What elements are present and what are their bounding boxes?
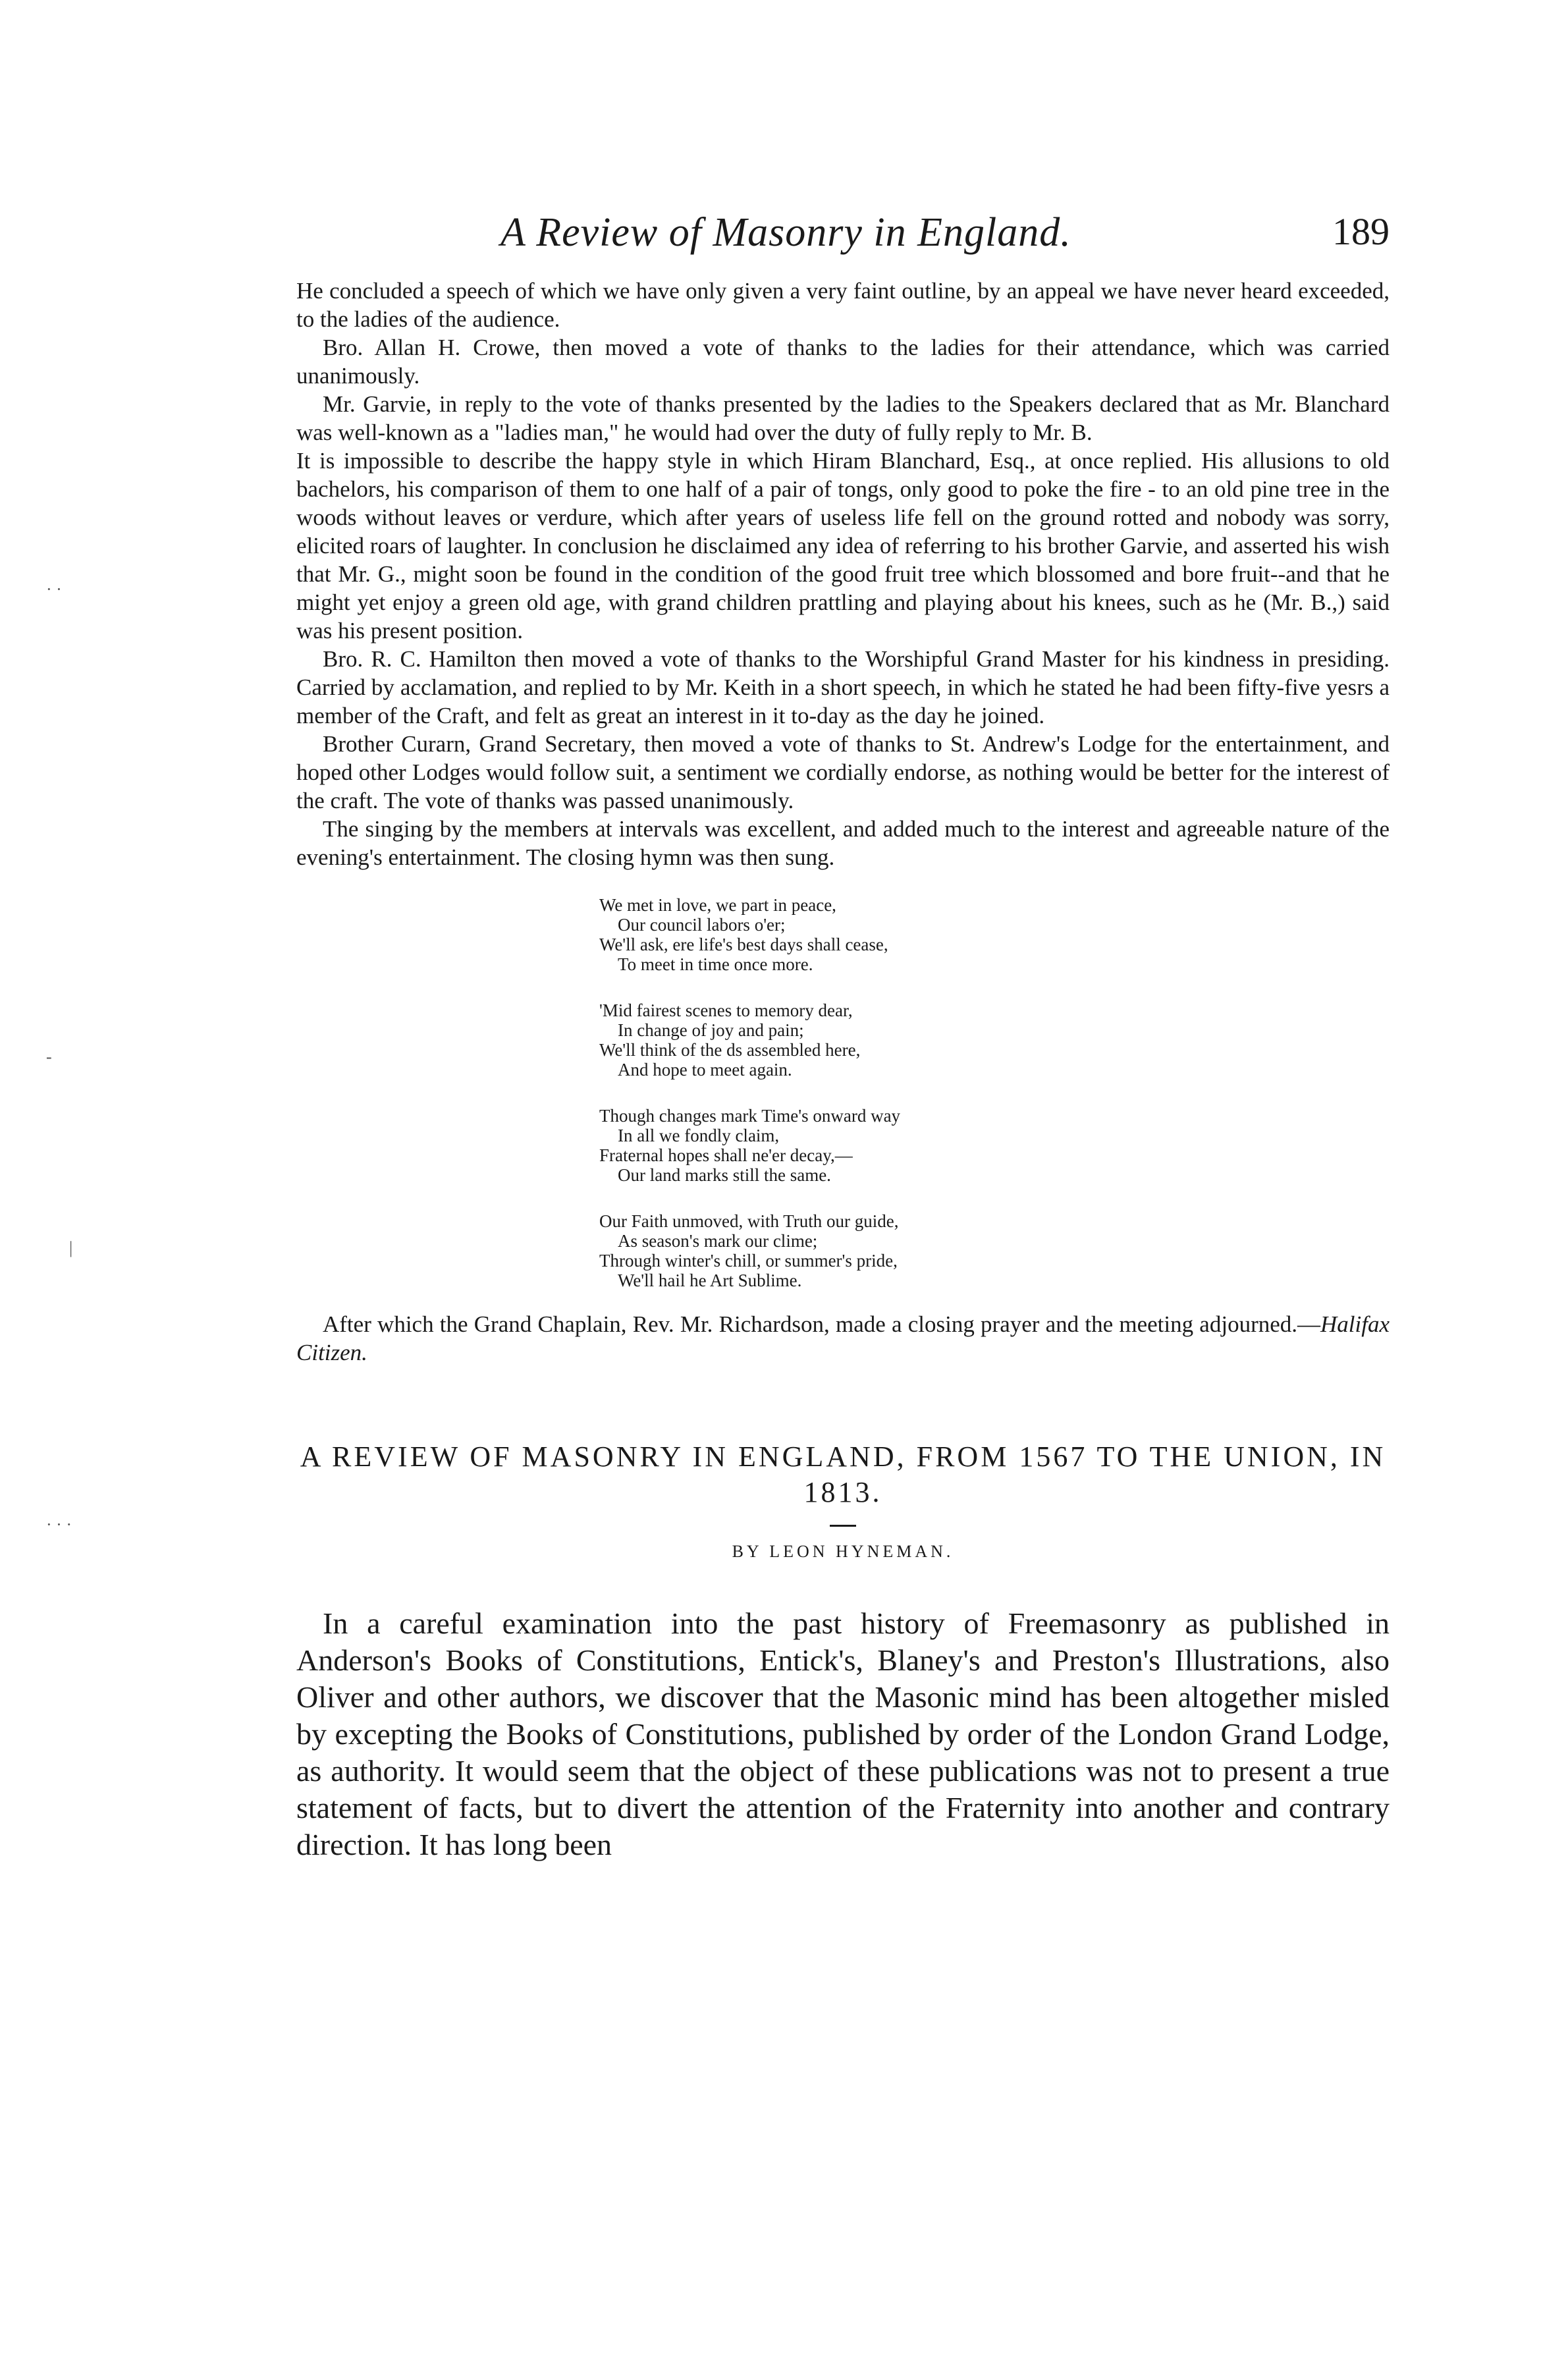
hymn-line: To meet in time once more.: [618, 954, 813, 974]
report-paragraph: Brother Curarn, Grand Secretary, then moved a vote of thanks to St. Andrew's Lodge for the entertainment, and hoped other Lodges would follow suit, a sentiment we cordially endorse, as nothing would be better for the interest of the craft. The vote of thanks was passed unanimously.: [296, 731, 1390, 813]
hymn-line: Our council labors o'er;: [618, 915, 786, 935]
article-byline: BY LEON HYNEMAN.: [732, 1542, 954, 1561]
hymn-line: We met in love, we part in peace,: [599, 895, 836, 915]
report-text: [296, 277, 1390, 1863]
report-paragraph: He concluded a speech of which we have only given a very faint outline, by an appeal we have never heard exceeded, to the ladies of the audience.: [296, 278, 1390, 332]
hymn-line: Our land marks still the same.: [618, 1165, 831, 1185]
hymn-line: We'll ask, ere life's best days shall cease,: [599, 935, 888, 954]
report-paragraph: Bro. R. C. Hamilton then moved a vote of thanks to the Worshipful Grand Master for his kindness in presiding. Carried by acclamation, and replied to by Mr. Keith in a short speech, in which he stated he had been fifty-five yesrs a member of the Craft, and felt as great an interest in it to-day as the day he joined.: [296, 646, 1390, 728]
report-paragraph: Bro. Allan H. Crowe, then moved a vote of thanks to the ladies for their attendance, which was carried unanimously.: [296, 335, 1390, 389]
report-paragraph: The singing by the members at intervals was excellent, and added much to the interest and agreeable nature of the evening's entertainment. The closing hymn was then sung.: [296, 816, 1390, 870]
report-paragraph: It is impossible to describe the happy style in which Hiram Blanchard, Esq., at once replied. His allusions to old bachelors, his comparison of them to one half of a pair of tongs, only good to poke the fire - to an old pine tree in the woods without leaves or verdure, which after years of useless life fell on the ground rotted and nobody was sorry, elicited roars of laughter. In conclusion he disclaimed any idea of referring to his brother Garvie, and asserted his wish that Mr. G., might soon be found in the condition of the good fruit tree which blossomed and bore fruit--and that he might yet enjoy a green old age, with grand children prattling and playing about his knees, such as he (Mr. B.,) said was his present position.: [296, 448, 1390, 643]
closing-text: After which the Grand Chaplain, Rev. Mr. Richardson, made a closing prayer and the meeting adjourned.—: [323, 1311, 1321, 1337]
running-title: A Review of Masonry in England.: [500, 210, 1071, 255]
title-rule: [830, 1525, 856, 1527]
running-head: [296, 209, 1390, 262]
hymn-line: Through winter's chill, or summer's pride,: [599, 1251, 898, 1271]
hymn-line: As season's mark our clime;: [618, 1231, 818, 1251]
hymn-line: Our Faith unmoved, with Truth our guide,: [599, 1211, 899, 1231]
hymn-line: Fraternal hopes shall ne'er decay,—: [599, 1145, 853, 1165]
closing-hymn: [599, 895, 1390, 1290]
margin-mark: -: [46, 1047, 52, 1066]
hymn-line: In all we fondly claim,: [618, 1126, 780, 1145]
article-body: [296, 1605, 1390, 1863]
hymn-stanza: [599, 1106, 1390, 1185]
hymn-line: 'Mid fairest scenes to memory dear,: [599, 1000, 853, 1020]
margin-mark: · · ·: [46, 1515, 72, 1534]
hymn-line: And hope to meet again.: [618, 1060, 792, 1080]
article-paragraph: In a careful examination into the past history of Freemasonry as published in Anderson's Books of Constitutions, Entick's, Blaney's and Preston's Illustrations, also Oliver and other authors, we discover that the Masonic mind has been altogether misled by excepting the Books of Constitutions, published by order of the London Grand Lodge, as authority. It would seem that the object of these publications was not to present a true statement of facts, but to divert the attention of the Fraternity into another and contrary direction. It has long been: [296, 1606, 1390, 1861]
closing-paragraph: [296, 1310, 1390, 1367]
margin-mark: · ·: [46, 580, 62, 599]
hymn-line: We'll hail he Art Sublime.: [618, 1271, 802, 1290]
hymn-line: We'll think of the ds assembled here,: [599, 1040, 861, 1060]
hymn-stanza: [599, 1211, 1390, 1290]
hymn-line: In change of joy and pain;: [618, 1020, 804, 1040]
page-number: 189: [1332, 210, 1390, 253]
article-title: A REVIEW OF MASONRY IN ENGLAND, FROM 1567 TO THE UNION, IN 1813.: [300, 1440, 1386, 1508]
report-paragraph: Mr. Garvie, in reply to the vote of thanks presented by the ladies to the Speakers declared that as Mr. Blanchard was well-known as a "ladies man," he would had over the duty of fully reply to Mr. B.: [296, 391, 1390, 445]
hymn-line: Though changes mark Time's onward way: [599, 1106, 901, 1126]
hymn-stanza: [599, 895, 1390, 974]
closing-source: Halifax Citizen.: [296, 1311, 1390, 1365]
hymn-stanza: [599, 1000, 1390, 1080]
margin-mark: |: [69, 1238, 73, 1257]
